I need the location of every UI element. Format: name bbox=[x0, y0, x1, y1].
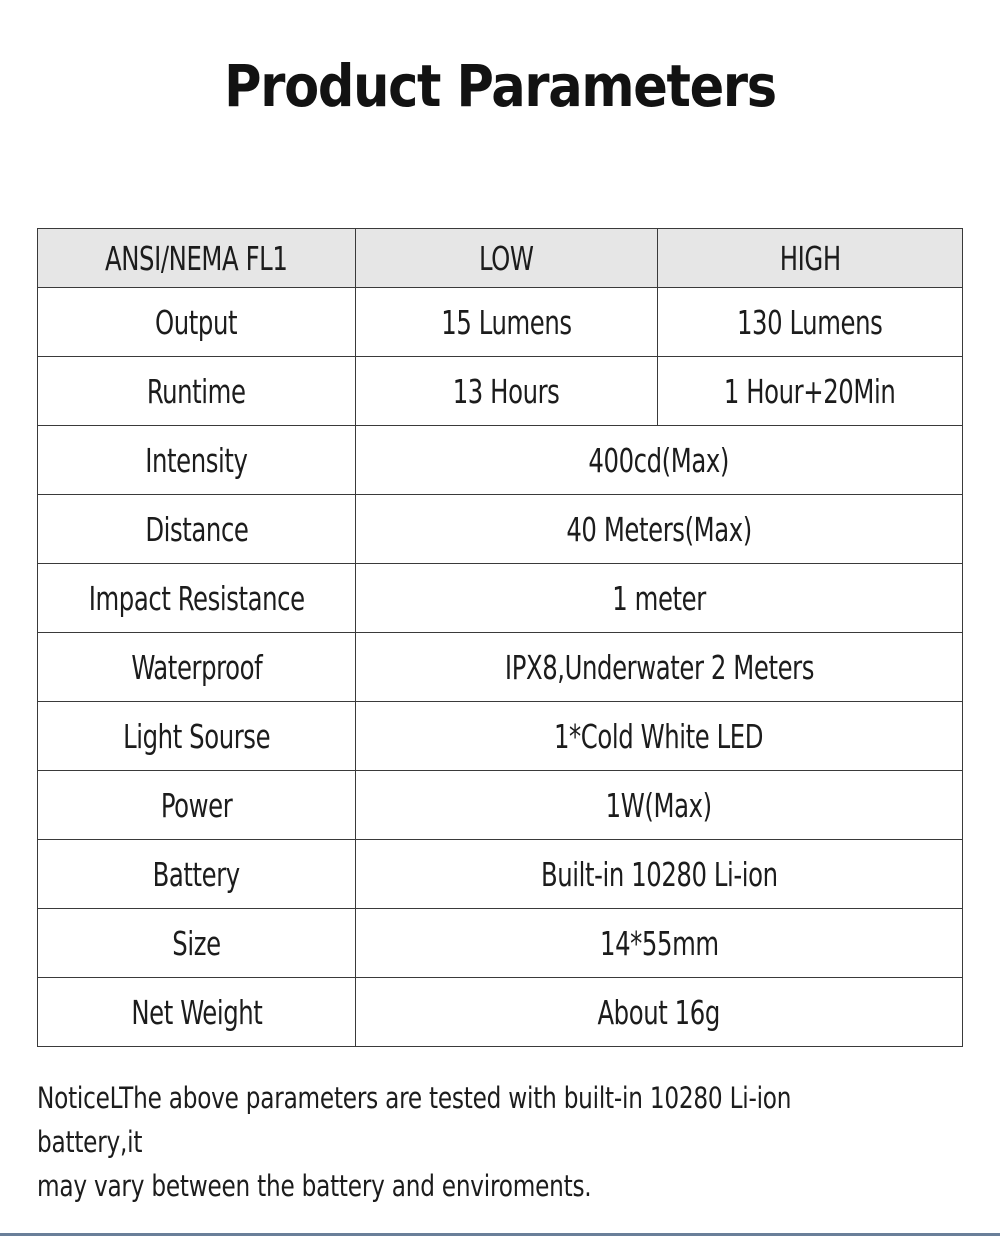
row-value: 40 Meters(Max) bbox=[356, 495, 963, 564]
header-standard: ANSI/NEMA FL1 bbox=[38, 229, 356, 288]
row-label: Runtime bbox=[38, 357, 356, 426]
row-label: Intensity bbox=[38, 426, 356, 495]
row-label: Net Weight bbox=[38, 978, 356, 1047]
row-value: 14*55mm bbox=[356, 909, 963, 978]
table-row bbox=[38, 840, 963, 909]
row-value: 1*Cold White LED bbox=[356, 702, 963, 771]
row-label: Waterproof bbox=[38, 633, 356, 702]
table-row bbox=[38, 978, 963, 1047]
row-label: Impact Resistance bbox=[38, 564, 356, 633]
header-high: HIGH bbox=[658, 229, 963, 288]
row-low-value: 13 Hours bbox=[356, 357, 658, 426]
row-value: 400cd(Max) bbox=[356, 426, 963, 495]
row-label: Output bbox=[38, 288, 356, 357]
row-value: IPX8,Underwater 2 Meters bbox=[356, 633, 963, 702]
table-row bbox=[38, 633, 963, 702]
row-label: Size bbox=[38, 909, 356, 978]
row-high-value: 1 Hour+20Min bbox=[658, 357, 963, 426]
table-row bbox=[38, 426, 963, 495]
notice-line: may vary between the battery and enviroments. bbox=[37, 1169, 592, 1203]
row-high-value: 130 Lumens bbox=[658, 288, 963, 357]
notice-text bbox=[37, 1076, 837, 1208]
row-value: About 16g bbox=[356, 978, 963, 1047]
header-low: LOW bbox=[356, 229, 658, 288]
row-label: Light Sourse bbox=[38, 702, 356, 771]
notice-line: NoticeLThe above parameters are tested with built-in 10280 Li-ion battery,it bbox=[37, 1081, 792, 1159]
table-row bbox=[38, 564, 963, 633]
row-value: 1 meter bbox=[356, 564, 963, 633]
row-label: Distance bbox=[38, 495, 356, 564]
table-row bbox=[38, 771, 963, 840]
row-value: 1W(Max) bbox=[356, 771, 963, 840]
row-value: Built-in 10280 Li-ion bbox=[356, 840, 963, 909]
row-label: Battery bbox=[38, 840, 356, 909]
table-row bbox=[38, 288, 963, 357]
table-row bbox=[38, 357, 963, 426]
table-header-row bbox=[38, 229, 963, 288]
row-label: Power bbox=[38, 771, 356, 840]
table-row bbox=[38, 909, 963, 978]
row-low-value: 15 Lumens bbox=[356, 288, 658, 357]
page-title: Product Parameters bbox=[224, 52, 776, 120]
table-row bbox=[38, 702, 963, 771]
table-row bbox=[38, 495, 963, 564]
parameters-table bbox=[37, 228, 963, 1047]
